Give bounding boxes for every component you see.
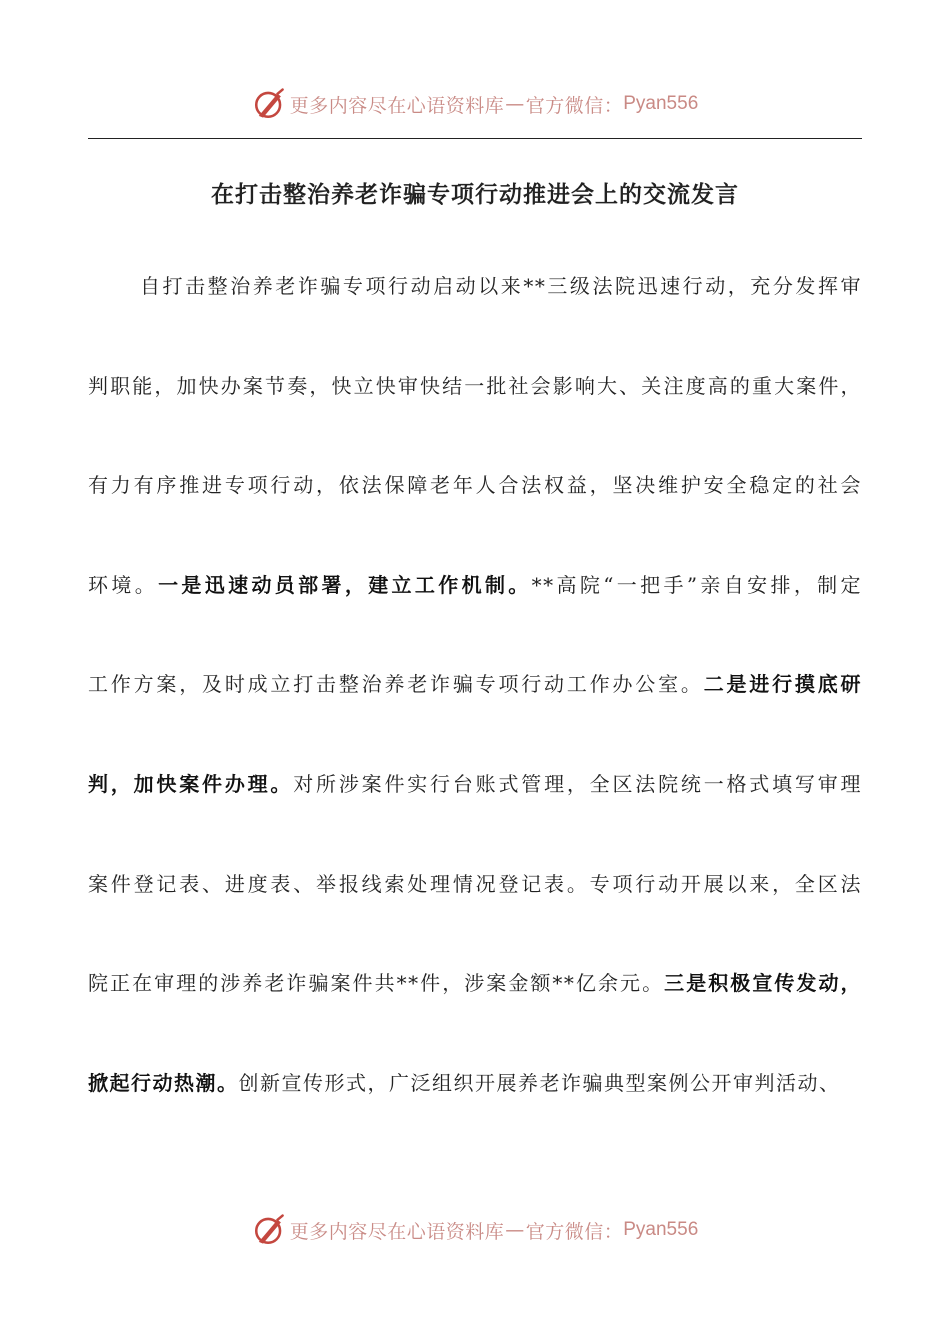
- footer-watermark: [0, 1210, 950, 1250]
- body-line: [88, 664, 862, 704]
- body-line: [88, 764, 862, 804]
- header-divider: [88, 138, 862, 139]
- watermark-account: Pyan556: [623, 1219, 699, 1240]
- bold-heading-text: 二是进行摸底研: [703, 672, 863, 697]
- bold-heading-text: 三是积极宣传发动，: [664, 971, 863, 996]
- watermark-brand: 更多内容尽在心语资料库: [289, 94, 505, 117]
- body-line: [88, 465, 862, 505]
- pen-logo-icon: [252, 1213, 286, 1247]
- bold-heading-text: 判，加快案件办理。: [88, 772, 294, 796]
- body-text-run: 自打击整治养老诈骗专项行动启动以来**三级法院迅速行动，充分发挥审: [140, 274, 862, 298]
- body-text-run: **高院“一把手”亲自安排，制定: [531, 572, 863, 597]
- body-text-run: 创新宣传形式，广泛组织开展养老诈骗典型案例公开审判活动、: [238, 1070, 841, 1095]
- body-text-run: 对所涉案件实行台账式管理，全区法院统一格式填写审理: [293, 772, 863, 796]
- bold-heading-text: 掀起行动热潮。: [88, 1070, 239, 1095]
- header-watermark: [0, 84, 950, 124]
- body-line: [88, 1063, 862, 1103]
- body-line: [88, 565, 862, 605]
- body-line: [88, 266, 862, 306]
- body-text-run: 工作方案，及时成立打击整治养老诈骗专项行动工作办公室。: [88, 672, 704, 697]
- body-text-run: 环境。: [88, 572, 159, 597]
- document-title: 在打击整治养老诈骗专项行动推进会上的交流发言: [211, 182, 739, 208]
- body-line: [88, 963, 862, 1003]
- body-text-run: 案件登记表、进度表、举报线索处理情况登记表。专项行动开展以来，全区法: [88, 871, 862, 896]
- watermark-account: Pyan556: [623, 93, 699, 114]
- body-line: [88, 366, 862, 406]
- body-text-run: 有力有序推进专项行动，依法保障老年人合法权益，坚决维护安全稳定的社会: [88, 473, 862, 498]
- watermark-brand: 更多内容尽在心语资料库: [289, 1220, 505, 1243]
- watermark-separator: —: [505, 93, 525, 115]
- pen-logo-icon: [252, 87, 286, 121]
- body-text-run: 院正在审理的涉养老诈骗案件共**件，涉案金额**亿余元。: [88, 971, 665, 996]
- body-text-run: 判职能，加快办案节奏，快立快审快结一批社会影响大、关注度高的重大案件，: [88, 373, 862, 398]
- bold-heading-text: 一是迅速动员部署，建立工作机制。: [158, 572, 532, 597]
- watermark-label: 官方微信：: [525, 94, 624, 117]
- watermark-separator: —: [505, 1219, 525, 1241]
- body-line: [88, 864, 862, 904]
- watermark-label: 官方微信：: [525, 1220, 624, 1243]
